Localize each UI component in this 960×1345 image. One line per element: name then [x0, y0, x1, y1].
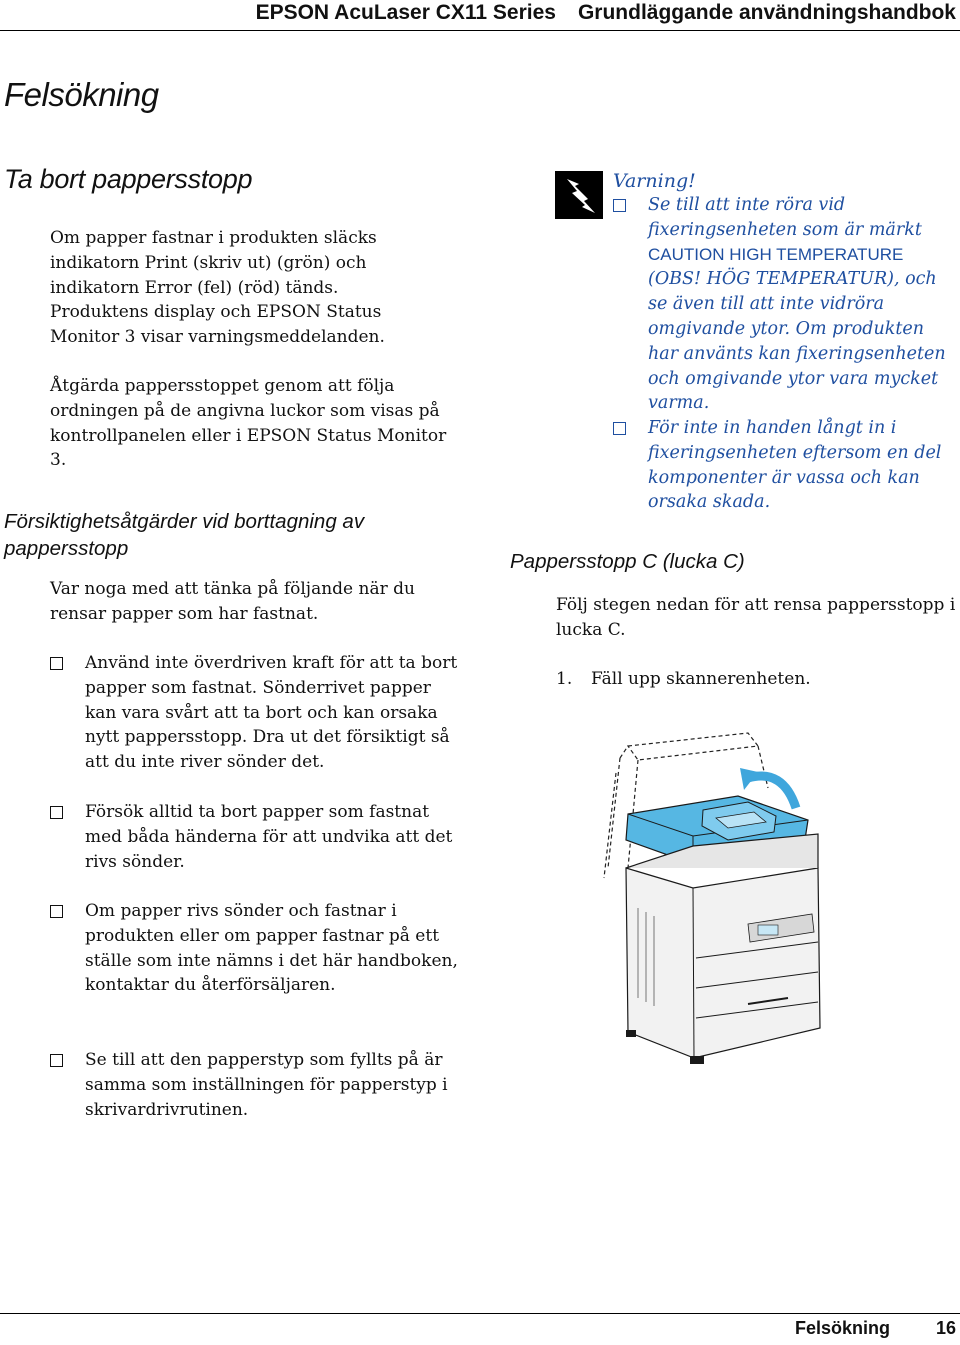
list-item: [50, 800, 465, 874]
intro-paragraph-1: Om papper fastnar i produkten släcks indikatorn Print (skriv ut) (grön) och indikatorn Error (fel) (röd) tänds. Produktens display och EPSON Status Monitor 3 visar varningsmeddelanden.: [50, 228, 385, 348]
list-item-text: Om papper rivs sönder och fastnar i produkten eller om papper fastnar på ett ställe som inte nämns i det här handboken, kontaktar du återförsäljaren.: [85, 901, 458, 996]
list-item: [50, 1048, 465, 1122]
checkbox-bullet-icon: [613, 422, 626, 435]
header-product: EPSON AcuLaser CX11 Series: [255, 1, 556, 24]
step-text: Fäll upp skannerenheten.: [591, 669, 811, 689]
precautions-title: Försiktighetsåtgärder vid borttagning av pappersstopp: [4, 510, 365, 560]
running-header: [256, 0, 956, 26]
precautions-list-4: [50, 1048, 465, 1122]
header-manual: Grundläggande användningshandbok: [577, 1, 956, 24]
printer-scanner-lift-illustration: [598, 728, 878, 1071]
warning-list: [613, 193, 958, 416]
running-footer: [795, 1318, 956, 1339]
checkbox-bullet-icon: [50, 657, 63, 670]
warning-list-2: [613, 416, 958, 515]
warning-item-2: För inte in handen långt in i fixeringsenheten eftersom en del komponenter är vassa och kan orsaka skada.: [648, 418, 942, 513]
list-item: [50, 651, 465, 775]
warning-title: Varning!: [613, 170, 696, 192]
warning-item-1-post: (OBS! HÖG TEMPERATUR), och se även till att inte vidröra omgivande ytor. Om produkten har använts kan fixeringsenheten och omgivande ytor vara mycket varma.: [648, 269, 946, 414]
precautions-list: [50, 651, 465, 775]
warning-item-1-caps: CAUTION HIGH TEMPERATURE: [648, 244, 904, 264]
footer-rule: [0, 1313, 960, 1314]
intro-paragraph-2: Åtgärda pappersstoppet genom att följa ordningen på de angivna luckor som visas på kontrollpanelen eller i EPSON Status Monitor 3.: [50, 376, 447, 471]
warning-item-1-pre: Se till att inte röra vid fixeringsenheten som är märkt: [648, 195, 922, 240]
header-rule: [0, 30, 960, 31]
jam-c-intro: Följ stegen nedan för att rensa pappersstopp i lucka C.: [556, 595, 956, 640]
checkbox-bullet-icon: [50, 806, 63, 819]
step-1: [556, 667, 811, 692]
precautions-list-3: [50, 899, 465, 998]
list-item: [613, 416, 958, 515]
checkbox-bullet-icon: [613, 199, 626, 212]
page-number: 16: [935, 1318, 956, 1338]
list-item: [613, 193, 958, 416]
precautions-intro: Var noga med att tänka på följande när du rensar papper som har fastnat.: [50, 579, 415, 624]
footer-section: Felsökning: [794, 1318, 890, 1338]
precautions-list-2: [50, 800, 465, 874]
warning-icon: [555, 171, 603, 219]
jam-c-title: Pappersstopp C (lucka C): [510, 550, 745, 573]
checkbox-bullet-icon: [50, 905, 63, 918]
list-item-text: Använd inte överdriven kraft för att ta bort papper som fastnat. Sönderrivet papper kan vara svårt att ta bort och kan orsaka nytt pappersstopp. Dra ut det försiktigt så att du inte river sönder det.: [85, 653, 458, 773]
checkbox-bullet-icon: [50, 1054, 63, 1067]
list-item-text: Se till att den papperstyp som fyllts på är samma som inställningen för papperstyp i skrivardrivrutinen.: [85, 1050, 448, 1120]
chapter-title: Felsökning: [4, 76, 159, 113]
list-item-text: Försök alltid ta bort papper som fastnat med båda händerna för att undvika att det rivs sönder.: [85, 802, 453, 872]
list-item: [50, 899, 465, 998]
step-number: 1.: [556, 669, 573, 689]
section-title: Ta bort pappersstopp: [4, 164, 253, 194]
